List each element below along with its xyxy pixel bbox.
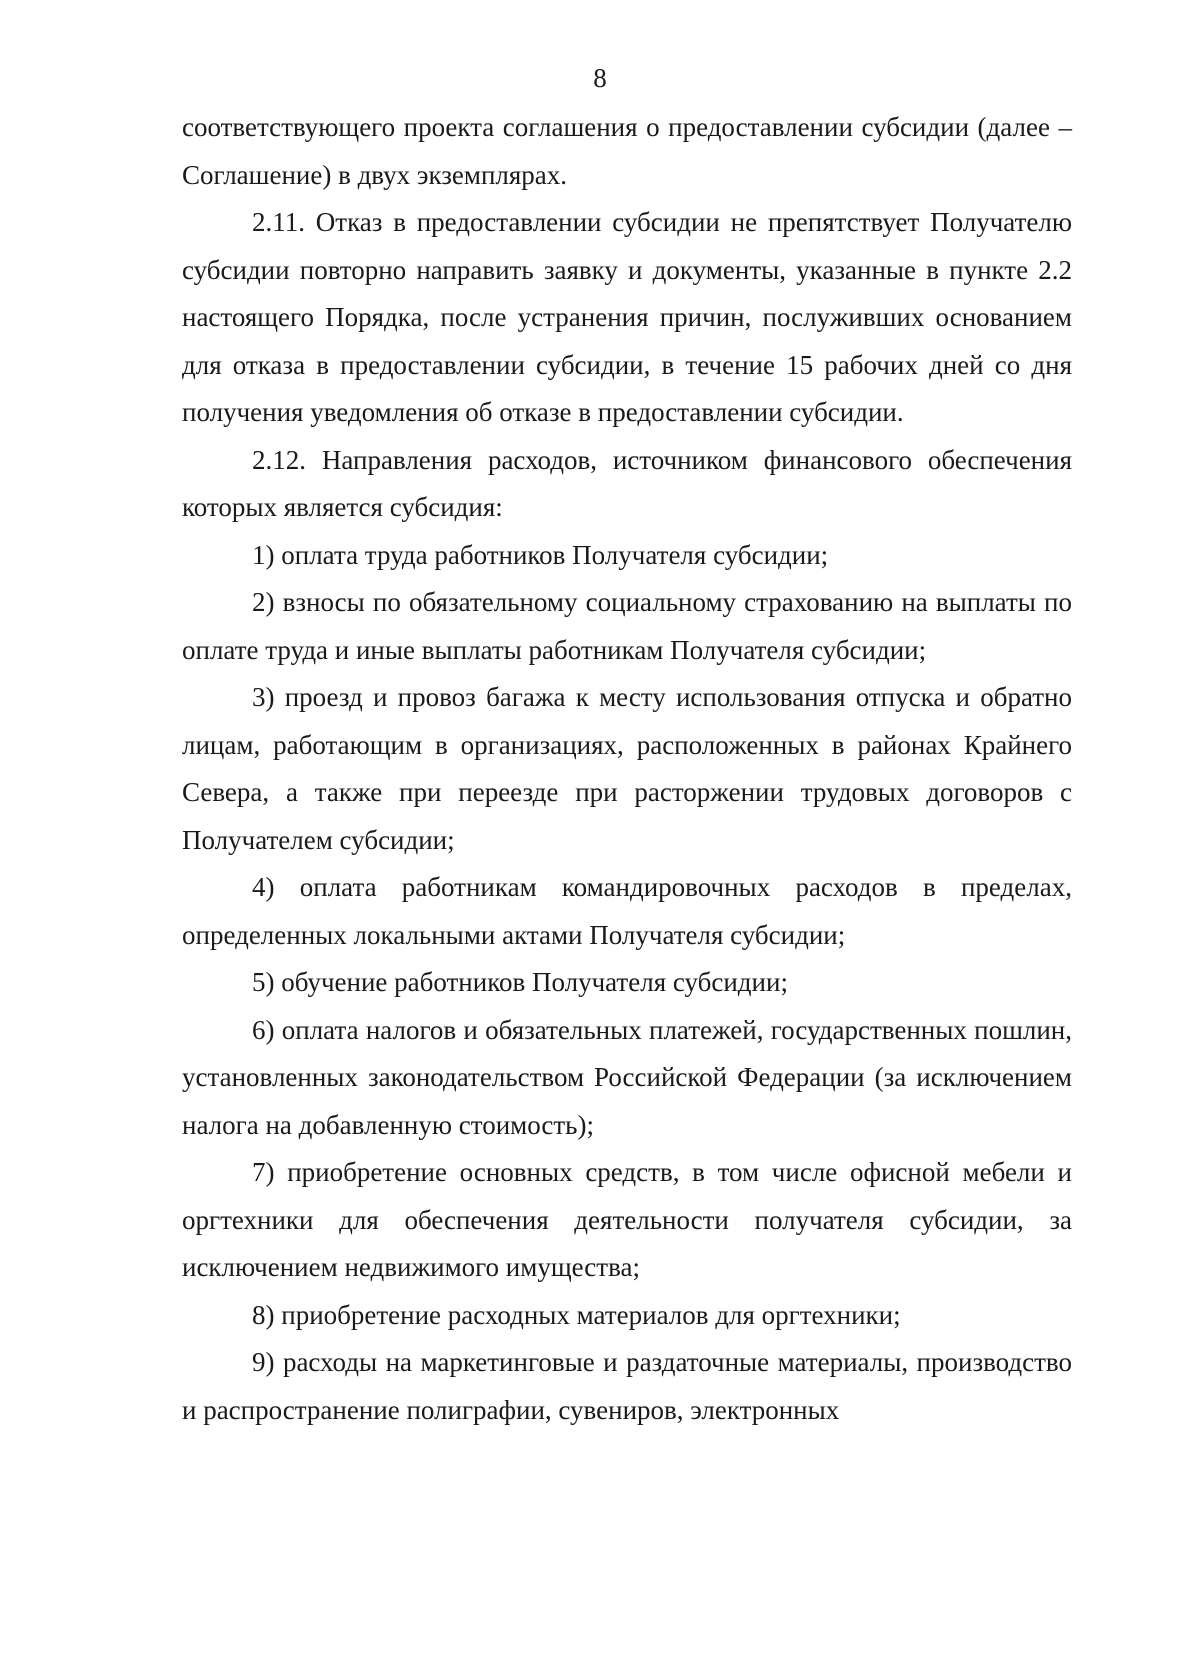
list-item-5: 5) обучение работников Получателя субсидии;: [252, 967, 788, 997]
list-item-3: 3) проезд и провоз багажа к месту использования отпуска и обратно лицам, работающим в организациях, расположенных в районах Крайнего Севера, а также при переезде при расторжении трудовых договоров с Получателем субсидии;: [182, 682, 1072, 855]
list-item-8: 8) приобретение расходных материалов для оргтехники;: [252, 1299, 901, 1330]
list-item-4: 4) оплата работникам командировочных расходов в пределах, определенных локальными актами Получателя субсидии;: [182, 872, 1072, 950]
list-item-2: 2) взносы по обязательному социальному страхованию на выплаты по оплате труда и иные выплаты работникам Получателя субсидии;: [182, 587, 1072, 665]
list-item-7: 7) приобретение основных средств, в том числе офисной мебели и оргтехники для обеспечения деятельности получателя субсидии, за исключением недвижимого имущества;: [182, 1157, 1072, 1282]
paragraph-2-12: 2.12. Направления расходов, источником финансового обеспечения которых является субсидия:: [182, 444, 1072, 522]
page-number: 8: [593, 63, 607, 93]
list-item-1: 1) оплата труда работников Получателя субсидии;: [252, 539, 829, 570]
document-body: [182, 104, 1072, 1434]
paragraph-2-11: 2.11. Отказ в предоставлении субсидии не препятствует Получателю субсидии повторно направить заявку и документы, указанные в пункте 2.2 настоящего Порядка, после устранения причин, послуживших основанием для отказа в предоставлении субсидии, в течение 15 рабочих дней со дня получения уведомления об отказе в предоставлении субсидии.: [182, 207, 1072, 427]
list-item-9: 9) расходы на маркетинговые и раздаточные материалы, производство и распространение полиграфии, сувениров, электронных: [182, 1347, 1072, 1425]
paragraph-continuation: соответствующего проекта соглашения о предоставлении субсидии (далее – Соглашение) в двух экземплярах.: [182, 112, 1072, 190]
list-item-6: 6) оплата налогов и обязательных платежей, государственных пошлин, установленных законодательством Российской Федерации (за исключением налога на добавленную стоимость);: [182, 1014, 1072, 1140]
